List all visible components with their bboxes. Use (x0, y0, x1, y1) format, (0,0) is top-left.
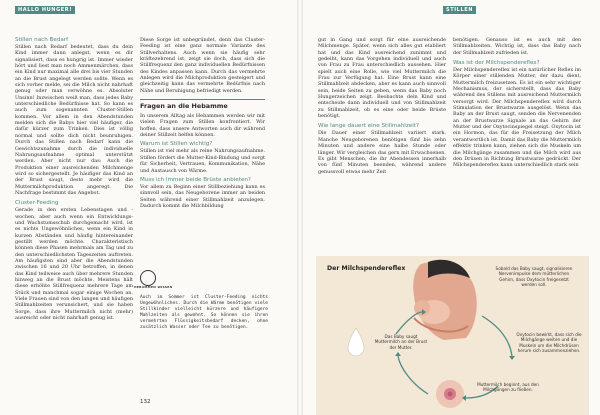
hebammen-tip-box (140, 295, 268, 331)
heading-fragen-hebamme: Fragen an die Hebamme (140, 99, 265, 110)
question-beide-brueste: Muss ich immer beide Brüste anbieten? (140, 176, 251, 183)
hebammen-wissen-label: HEBAMMEN WISSEN (134, 285, 173, 289)
heading-cluster-feeding: Cluster-Feeding (15, 200, 59, 207)
answer-stillmahlzeit-dauer: Die Dauer einer Stillmahlzeit variiert stark. Manche Neugeborenen benötigen fünf bis zehn Minuten und andere eine halbe Stunde oder länger. Wir vergleichen das gern mit Erwachsenen. Es gibt Menschen, die ihr Abendessen innerhalb von fünf Minuten beenden, während andere genussvoll etwas mehr Zeit (318, 130, 446, 175)
running-header-right: STILLEN (443, 6, 476, 14)
diagram-step-2: Oxytocin bewirkt, dass sich die Milchgänge weiten und die Muskeln um die Milchdrüsen herum sich zusammenziehen. (516, 332, 582, 354)
milk-drop-icon (348, 328, 364, 356)
diagram-step-3: Muttermilch beginnt, aus den Milchgängen zu fließen. (477, 382, 539, 393)
breast-icon (436, 380, 464, 408)
hebammen-tip-text: Auch im Sommer ist Cluster-Feeding nichts Ungewöhnliches. Durch die Wärme benötigen viele Stillkinder vielleicht kürzere und häufigere Mahlzeiten als gewohnt. So können sie ihren vermehrten Flüssigkeitsbedarf decken, ohne zusätzlich Wasser oder Tee zu benötigen. (140, 295, 268, 330)
right-page (303, 0, 600, 415)
paragraph-stillen-nach-bedarf: Stillen nach Bedarf bedeutet, dass du dein Kind immer dann anlegst, wenn es dir signalisiert, dass es hungrig ist. Immer wieder hört und liest man noch Ammenmärchen, dass ein Kind nur maximal alle drei bis vier Stunden an die Brust angelegt werden sollte. Wenn es sich vorher melde, sei die Milch nicht nahrhaft genug oder man verwöhne es. Absoluter Unsinn! Inzwischen weiß man, dass jedes Baby unterschiedliche Bedürfnisse hat. So kann es auch zum sogenannten Cluster-Stillen kommen. Vor allem in den Abendstunden melden sich die Babys hier viel häufiger, die dafür kürzer zum Trinken. Dies ist völlig normal und sollte dich nicht beunruhigen. Durch das Stillen nach Bedarf kann die Gewichtszunahme durch die individuelle Nahrungsaufnahme optimal unterstützt werden. Aber nicht nur das: Auch die Produktion einer ausreichenden Milchmenge wird so sichergestellt. Je häufiger das Kind an der Brust saugt, desto mehr wird die Muttermilchproduktion angeregt. Die Nachfrage bestimmt das Angebot. (15, 44, 133, 196)
answer-milchspendereflex: Der Milchspendereflex ist ein natürlicher Reflex im Körper einer stillenden Mutter, der dazu dient, Muttermilch freizusetzen. Es ist ein sehr wichtiger Mechanismus, der sicherstellt, dass das Baby während des Stillens mit ausreichend Muttermilch versorgt wird. Der Milchspendereflex wird durch Stimulation der Brustwarze ausgelöst. Wenn das Baby an der Brust saugt, senden die Nervenenden an der Brustwarze Signale an das Gehirn der Mutter und der Oxytocinspiegel steigt. Oxytocin ist ein Hormon, das für die Freisetzung der Milch verantwortlich ist. Damit das Baby die Muttermilch effektiv trinken kann, ziehen sich die Muskeln um die Milchgänge zusammen und die Milch wird aus den Drüsen in Richtung Brustwarze gedrückt. Der Milchspendereflex kann unterschiedlich stark sein (453, 67, 581, 169)
right-column-1 (318, 37, 446, 175)
diagram-title: Der Milchspendereflex (327, 265, 406, 272)
answer-warum-stillen: Stillen ist viel mehr als reine Nahrungsaufnahme. Stillen fördert die Mutter-Kind-Bindung und sorgt für Sicherheit, Vertrauen, Kommunikation, Nähe und Austausch von Wärme. (140, 148, 265, 174)
hebammen-wissen-icon (140, 270, 156, 286)
question-stillmahlzeit-dauer: Wie lange dauert eine Stillmahlzeit? (318, 123, 419, 130)
paragraph-milchmenge: gut in Gang und sorgt für eine ausreichende Milchmenge. Später, wenn sich alles gut etabliert hat und das Kind ausreichend zunimmt und gedeiht, kann das Vorgehen individuell und auch von Frau zu Frau unterschiedlich aussehen. Hier spielt auch eine Rolle, wie viel Muttermilch die Frau zur Verfügung hat. Eine Brust kann eine Stillmahlzeit abdecken, aber es kann auch sinnvoll sein, beide Seiten zu geben, wenn das Baby noch Hungerzeichen zeigt. Beobachte dein Kind und entscheide dann individuell und von Stillmahlzeit zu Stillmahlzeit, ob es eine oder beide Brüste benötigt. (318, 37, 446, 120)
diagram-step-4: Das Baby saugt Muttermilch an der Brust der Mutter. (374, 334, 428, 350)
question-milchspendereflex: Was ist der Milchspendereflex? (453, 60, 540, 67)
question-warum-stillen: Warum ist Stillen wichtig? (140, 141, 213, 148)
left-page (0, 0, 297, 415)
paragraph-hebamme-intro: In unserem Alltag als Hebammen werden wir mit vielen Fragen zum Stillen konfrontiert. Wir hoffen, dass unsere Antworten auch dir während deiner Stillzeit helfen können. (140, 113, 265, 139)
running-header-left: HALLO HUNGER! (15, 6, 75, 14)
paragraph-benoetigen: benötigen. Genauso ist es auch mit den Stillmahlzeiten. Wichtig ist, dass das Baby nach der Stillmahlzeit zufrieden ist. (453, 37, 581, 56)
mother-baby-illustration (413, 260, 477, 340)
answer-beide-brueste: Vor allem zu Beginn einer Stillbeziehung kann es sinnvoll sein, das Neugeborene immer an beiden Seiten während einer Stillmahlzeit anzulegen. Dadurch kommt die Milchbildung (140, 183, 265, 209)
right-column-2 (453, 37, 581, 169)
paragraph-cluster-feeding: Gerade in den ersten Lebenstagen und -wochen, aber auch wenn ein Entwicklungs- und Wachstumsschub durchgemacht wird, ist es nichts Ungewöhnliches, wenn ein Kind in kurzen Abständen und häufig hintereinander gestillt werden möchte. Charakteristisch können diese Phasen mehrmals am Tag und zu den unterschiedlichsten Tageszeiten auftreten. Am häufigsten sind aber die Abendstunden zwischen 16 und 20 Uhr betroffen, in denen das Kind teilweise auch über mehrere Stunden hinweg an die Brust möchte. Meistens hält diese erhöhte Stillfrequenz mehrere Tage am Stück und manchmal sogar einige Wochen an. Viele Frauen sind von den langen und häufigen Stillmahlzeiten verunsichert, und sie haben Sorge, dass ihre Muttermilch nicht (mehr) ausreicht oder nicht nahrhaft genug ist. (15, 207, 133, 322)
paragraph-sorge-unbegruendet: Diese Sorge ist unbegründet, denn das Cluster-Feeding ist eine ganz normale Variante des Stillverhaltens. Auch wenn sie häufig sehr kräftezehrend ist, zeigt sie doch, dass sich die Stillfrequenz den ganz individuellen Bedürfnissen des Kindes anpassen kann. Durch das vermehrte Anlegen wird die Milchproduktion gesteigert und gleichzeitig kann das vermehrte Bedürfnis nach Nähe und Beruhigung befriedigt werden. (140, 37, 265, 94)
left-column-2 (140, 37, 265, 209)
page-number: 132 (140, 399, 151, 405)
left-column-1 (15, 37, 133, 321)
heading-stillen-nach-bedarf: Stillen nach Bedarf (15, 37, 69, 43)
diagram-step-1: Sobald das Baby saugt, signalisieren Nervenimpulse dem mütterlichen Gehirn, dass Oxytocin freigesetzt werden soll. (495, 266, 573, 288)
